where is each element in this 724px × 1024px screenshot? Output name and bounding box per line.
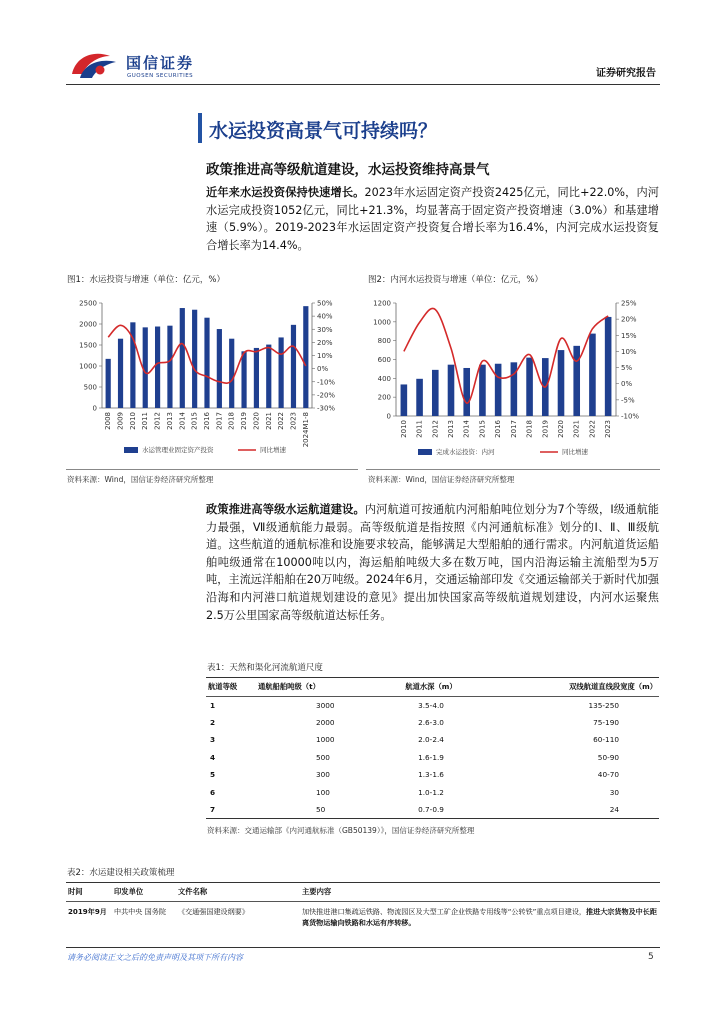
y-tick-label-left: 0 [92,404,97,413]
page-title: 水运投资高景气可持续吗？ [209,120,438,142]
table1-cell: 300 [316,770,330,780]
table2-caption: 表2：水运建设相关政策梳理 [67,868,175,878]
x-tick-label: 2014 [178,412,187,430]
table2-header: 时间 [66,883,112,902]
table1-header: 航道等级 [206,678,256,697]
chart1-source: 资料来源：Wind，国信证券经济研究所整理 [67,475,214,484]
chart1 [66,289,358,459]
bar [401,384,408,416]
bar [495,364,502,416]
y-tick-label-left: 0 [386,412,391,421]
legend-bar-swatch [418,449,432,455]
x-tick-label: 2024M1-8 [301,412,310,448]
brand-name-en: GUOSEN SECURITIES [127,73,194,79]
table1-header: 航道水深（m） [376,678,486,697]
legend-bar-label: 完成水运投资：内河 [436,448,495,456]
policy-document: 《交通强国建设纲要》 [178,907,249,916]
bar [432,370,439,416]
table-row [206,749,659,766]
y-tick-label-right: 5% [621,364,633,373]
y-tick-label-left: 400 [377,374,391,383]
bar [118,339,123,408]
bar [180,308,185,408]
bar [558,350,565,416]
paragraph-body: 内河航道可按通航内河船舶吨位划分为7个等级，Ⅰ级通航能力最强，Ⅶ级通航能力最弱。高等级航道是指按照《内河通航标准》划分的Ⅰ、Ⅱ、Ⅲ级航道。这些航道的通航标准和设施要求较高，能够满足大型船舶的通行需求。内河航道货运船舶吨级通常在10000吨以内，海运船舶吨级大多在数万吨，国内沿海运输主流船型为5万吨，主流远洋船舶在20万吨级。2024年6月，交通运输部印发《交通运输部关于新时代加强沿海和内河港口航道规划建设的意见》提出加快国家高等级航道规划建设，内河水运聚焦2.5万公里国家高等级航道达标任务。 [206,503,659,622]
bar [605,317,612,416]
y-tick-label-right: 25% [621,299,637,308]
bar [106,359,111,408]
y-tick-label-left: 1000 [373,318,391,327]
y-tick-label-right: 10% [317,352,333,360]
table1-cell: 2000 [316,718,335,728]
y-tick-label-right: -20% [317,391,336,400]
table1-cell: 1.6-1.9 [418,752,444,762]
y-tick-label-left: 200 [377,393,391,402]
table-row [206,766,659,783]
bar [217,329,222,408]
chart2 [366,289,660,459]
y-tick-label-right: -30% [317,404,336,413]
x-tick-label: 2021 [572,420,581,438]
x-tick-label: 2014 [462,420,471,438]
table1-source: 资料来源：交通运输部《内河通航标准（GB50139）》，国信证券经济研究所整理 [207,826,475,835]
table1-cell: 5 [210,770,216,780]
x-tick-label: 2017 [215,412,224,430]
x-tick-label: 2016 [494,420,503,438]
table1-cell: 100 [316,787,330,797]
page-number: 5 [648,952,654,962]
table2-header: 主要内容 [300,883,660,902]
chart2-caption: 图2：内河水运投资与增速（单位：亿元，%） [368,275,543,285]
table1-cell: 1000 [316,735,335,745]
table1-cell: 3.5-4.0 [418,700,444,710]
x-tick-label: 2015 [478,420,487,438]
bar [155,327,160,408]
x-tick-label: 2023 [604,420,613,438]
legend-bar-label: 水运管理业固定资产投资 [142,446,214,454]
table2-header-row [66,883,660,902]
x-tick-label: 2008 [104,412,113,430]
table1-cell: 7 [210,804,216,814]
chart2-bottom-rule [366,469,660,470]
x-tick-label: 2016 [203,412,211,430]
x-tick-label: 2018 [227,412,236,430]
bar [463,368,470,416]
bar [279,337,284,408]
table1-cell: 50-90 [597,752,619,762]
x-tick-label: 2013 [447,420,455,438]
bar [266,345,271,408]
policy-content-bold: 推进大宗货物及中长距离货物运输向铁路和水运有序转移。 [302,907,657,927]
y-tick-label-right: 20% [621,315,637,324]
table1-cell: 2.0-2.4 [418,735,444,745]
x-tick-label: 2020 [557,420,565,438]
y-tick-label-right: 15% [621,331,637,340]
x-tick-label: 2022 [588,420,597,438]
y-tick-label-right: -5% [621,396,635,405]
header [0,0,724,85]
table1-cell: 1.0-1.2 [418,787,444,797]
table1-cell: 3 [210,735,216,745]
x-tick-label: 2020 [252,412,261,430]
table1-cell: 2 [210,718,216,728]
bar [573,346,580,416]
x-tick-label: 2011 [415,420,424,438]
table1-header-row [206,678,659,697]
brand-name-cn: 国信证券 [126,54,195,72]
table1-caption: 表1：天然和渠化河流航道尺度 [207,663,323,673]
y-tick-label-left: 500 [83,383,97,392]
table1-cell: 75-190 [593,718,619,728]
title-accent-bar [198,113,202,143]
y-tick-label-right: -10% [317,378,336,387]
bar [167,326,172,408]
y-tick-label-right: 0% [317,365,329,374]
y-tick-label-right: 10% [621,347,637,356]
y-tick-label-right: 20% [317,338,333,347]
paragraph-body: 2023年水运固定资产投资2425亿元，同比+22.0%，内河水运完成投资1052亿元，同比+21.3%，均显著高于固定资产投资增速（3.0%）和基建增速（5.9%）。2019-2023年水运固定资产投资复合增长率为16.4%，内河完成水运投资复合增长率为14.4%。 [206,186,659,252]
table2-header: 印发单位 [112,883,176,902]
x-tick-label: 2018 [525,420,534,438]
x-tick-label: 2017 [509,420,518,438]
y-tick-label-right: 0% [621,380,633,389]
y-tick-label-right: 30% [317,325,333,334]
y-tick-label-right: 50% [317,299,333,308]
legend-line-label: 同比增速 [562,448,588,456]
paragraph-investment-growth [206,184,659,254]
table-row [206,783,659,800]
x-tick-label: 2019 [240,412,249,430]
bar [416,379,423,416]
bar [291,325,296,408]
paragraph-lead: 近年来水运投资保持快速增长。 [206,186,365,199]
x-tick-label: 2010 [128,412,137,430]
guosen-logo-icon [70,48,122,82]
x-tick-label: 2009 [116,412,125,430]
table1-cell: 135-250 [588,700,619,710]
table1 [206,677,659,819]
bar [448,365,455,416]
bar [192,310,197,408]
footer-disclaimer: 请务必阅读正文之后的免责声明及其项下所有内容 [67,953,243,962]
table1-cell: 1.3-1.6 [418,770,444,780]
bar [254,348,259,408]
section-subtitle: 政策推进高等级航道建设，水运投资维持高景气 [206,162,490,178]
y-tick-label-left: 800 [377,337,391,346]
paragraph-lead: 政策推进高等级水运航道建设。 [206,503,365,516]
report-type: 证券研究报告 [596,68,656,79]
table1-header: 双线航道直线段宽度（m） [486,678,659,697]
y-tick-label-right: -10% [621,412,640,421]
y-tick-label-left: 2000 [79,320,97,329]
table1-cell: 3000 [316,700,335,710]
table1-cell: 24 [609,804,619,814]
x-tick-label: 2019 [541,420,550,438]
table1-cell: 60-110 [593,735,619,745]
table1-cell: 30 [609,787,619,797]
table2-header: 文件名称 [176,883,300,902]
table1-cell: 6 [210,787,216,797]
bar [303,306,308,408]
x-tick-label: 2012 [431,420,440,438]
legend-line-label: 同比增速 [260,446,286,454]
header-divider [66,84,660,85]
table1-header: 通航船舶吨级（t） [256,678,376,697]
table-row [206,714,659,731]
table1-cell: 2.6-3.0 [418,718,444,728]
x-tick-label: 2023 [289,412,298,430]
chart1-caption: 图1：水运投资与增速（单位：亿元，%） [67,275,225,285]
y-tick-label-left: 1200 [373,299,391,308]
policy-content-plain: 加快推进港口集疏运铁路、物流园区及大型工矿企业铁路专用线等“公转铁”重点项目建设， [302,907,587,916]
bar [229,339,234,408]
table1-cell: 1 [210,700,216,710]
table1-cell: 4 [210,752,216,762]
x-tick-label: 2022 [277,412,286,430]
bar [589,334,596,416]
x-tick-label: 2011 [141,412,150,430]
y-tick-label-left: 600 [377,356,391,364]
y-tick-label-left: 1000 [79,362,97,371]
x-tick-label: 2021 [264,412,273,430]
footer-divider [66,947,660,948]
table-row [206,697,659,714]
policy-issuer: 中共中央 国务院 [114,907,166,916]
table1-cell: 50 [316,804,326,814]
chart1-bottom-rule [66,469,358,470]
x-tick-label: 2013 [165,412,174,430]
bar [241,351,246,408]
table-row [206,731,659,748]
policy-date: 2019年9月 [68,907,107,916]
legend-bar-swatch [124,447,138,453]
table2 [66,882,660,932]
table-row [66,902,660,933]
x-tick-label: 2010 [399,420,408,438]
table1-cell: 500 [316,752,330,762]
table1-cell: 40-70 [597,770,619,780]
policy-content [300,902,660,933]
x-tick-label: 2015 [190,412,199,430]
chart2-source: 资料来源：Wind，国信证券经济研究所整理 [368,475,515,484]
table-row [206,801,659,818]
x-tick-label: 2012 [153,412,162,430]
paragraph-waterway-policy [206,501,659,624]
table1-cell: 0.7-0.9 [418,804,444,814]
y-tick-label-left: 2500 [79,299,97,308]
bar [526,358,533,416]
y-tick-label-left: 1500 [79,341,97,350]
bar [204,318,209,408]
y-tick-label-right: 40% [317,312,333,321]
bar [479,365,486,416]
